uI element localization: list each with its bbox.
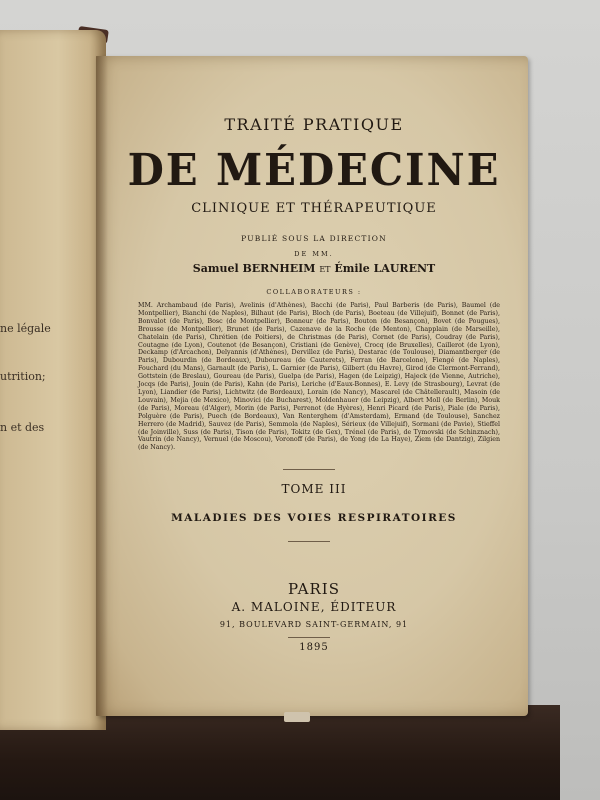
collaborators-list: MM. Archambaud (de Paris), Avelinis (d'Athènes), Bacchi (de Paris), Paul Barberis (de Paris), Baumel (de Montpellier), Bianchi (de Naples), Bilhaut (de Paris), Bloch (de Paris), Boeteau (de Villejuif), Bonnet (de Paris), Bonvalot (de Paris), Bosc (de Montpellier), Bonneur (de Paris), Bouton (de Besançon), Bovet (de Pougues), Brousse (de Montpellier), Brunet (de Paris), Cazenave de la Roche (de Menton), Chapplain (de Marseille), Chatelain (de Paris), Chrétien (de Poitiers), de Christmas (de Paris), Cornet (de Paris), Coudray (de Paris), Coutagne (de Lyon), Coutenot (de Besançon), Cristiani (de Genève), Crocq (de Bruxelles), Caillerot (de Lyon), Deckamp (d'Arcachon), Delyannis (d'Athènes), Dervillez (de Paris), Destarac (de Toulouse), Diamantberger (de Paris), Dubourdin (de Bordeaux), Duboureau (de Cauterets), Ferran (de Barcelone), Fiengé (de Naples), Fouchard (du Mans), Garnault (de Paris), L. Garnier (de Paris), Gilbert (du Havre), Girod (de Clermont-Ferrand), Gottstein (de Breslau), Goureau (de Paris), Guelpa (de Paris), Hagen (de Leipzig), Hajeck (de Vienne, Autriche), Jocqs (de Paris), Jouin (de Paris), Kahn (de Paris), Leriche (d'Eaux-Bonnes), E. Levy (de Strasbourg), Levrat (de Lyon), Liandier (de Paris), Lichtwitz (de Bordeaux), Lorain (de Nancy), Mascarel (de Châtellerault), Masoin (de Louvain), Mejia (de Mexico), Minovici (de Bucharest), Moldenhauer (de Leipzig), Albert Moll (de Berlin), Mouk (de Paris), Moreau (d'Alger), Morin (de Paris), Perrenot (de Hyères), Henri Picard (de Paris), Piale (de Paris), Polguère (de Paris), Puech (de Bordeaux), Van Renterghem (d'Amsterdam), Ermand (de Toulouse), Sanchez Herrero (de Madrid), Sauvez (de Paris), Semmola (de Naples), Sérieux (de Villejuif), Sormani (de Pavie), Stieffel (de Joinville), Suss (de Paris), Tison (de Paris), Tokitz (de Gex), Trénel (de Paris), de Tymovski (de Schinznach), Vautrin (de Nancy), Vernuel (de Moscou), Voronoff (de Paris), de Yong (de La Haye), Ziem (de Dantzig), Zilgien (de Nancy). <box>138 302 500 452</box>
publication-city: PARIS <box>287 580 341 598</box>
series-title: TRAITÉ PRATIQUE <box>224 115 404 134</box>
director-name: Émile LAURENT <box>334 262 436 275</box>
publisher: A. MALOINE, ÉDITEUR <box>231 600 397 614</box>
collaborators-heading: COLLABORATEURS : <box>266 288 362 296</box>
separator-rule <box>283 469 335 470</box>
main-title: DE MÉDECINE <box>127 145 501 196</box>
de-mm-line: DE MM. <box>294 250 334 258</box>
left-page-line: utrition; <box>0 370 46 383</box>
directors-line <box>110 262 518 275</box>
page-gutter-shadow <box>96 56 108 716</box>
publication-year: 1895 <box>299 642 329 653</box>
subtitle: CLINIQUE ET THÉRAPEUTIQUE <box>191 201 437 216</box>
left-page-line: ne légale <box>0 322 51 335</box>
separator-rule <box>288 637 330 638</box>
direction-line: PUBLIÉ SOUS LA DIRECTION <box>241 234 387 243</box>
separator-rule <box>288 541 330 542</box>
volume-title: MALADIES DES VOIES RESPIRATOIRES <box>171 512 457 524</box>
publisher-address: 91, BOULEVARD SAINT-GERMAIN, 91 <box>219 620 409 629</box>
volume-number: TOME III <box>281 482 347 496</box>
director-name: Samuel BERNHEIM <box>192 262 316 275</box>
left-page-line: n et des <box>0 421 45 434</box>
left-page <box>0 30 106 730</box>
bookmark-tab <box>284 712 310 722</box>
conjunction: ET <box>319 265 331 274</box>
